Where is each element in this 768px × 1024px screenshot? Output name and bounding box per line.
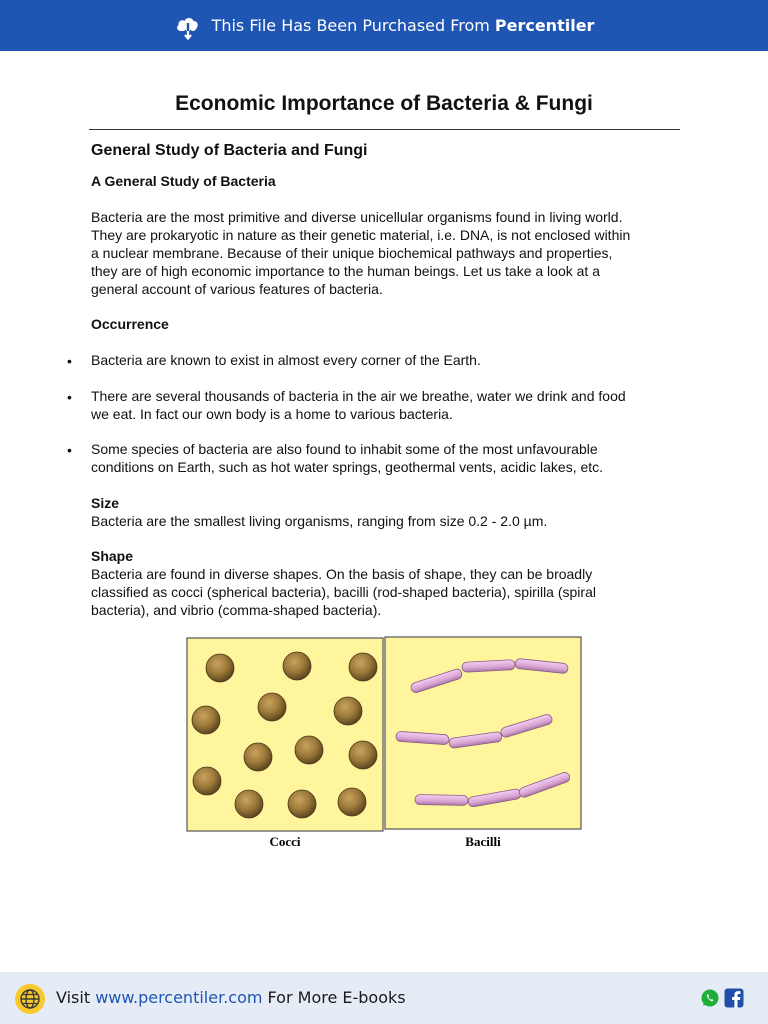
- coccus-cell: [349, 653, 377, 681]
- coccus-cell: [338, 788, 366, 816]
- cocci-label: Cocci: [269, 834, 301, 849]
- bullet-dot: •: [67, 353, 72, 369]
- coccus-cell: [334, 697, 362, 725]
- bullet-line: There are several thousands of bacteria in the air we breathe, water we drink and food: [91, 388, 626, 404]
- shape-line: classified as cocci (spherical bacteria), bacilli (rod-shaped bacteria), spirilla (spiral: [91, 584, 596, 600]
- bullet-line: we eat. In fact our own body is a home to various bacteria.: [91, 406, 453, 422]
- bullet-dot: •: [67, 389, 72, 405]
- coccus-cell: [288, 790, 316, 818]
- occurrence-bullet: [91, 351, 681, 369]
- document-title: Economic Importance of Bacteria & Fungi: [175, 92, 593, 115]
- coccus-cell: [258, 693, 286, 721]
- coccus-cell: [235, 790, 263, 818]
- banner-text: This File Has Been Purchased From: [211, 16, 490, 35]
- occurrence-bullet: [91, 440, 681, 476]
- intro-line: they are of high economic importance to the human beings. Let us take a look at a: [91, 263, 600, 279]
- shape-line: bacteria), and vibrio (comma-shaped bacteria).: [91, 602, 382, 618]
- coccus-cell: [193, 767, 221, 795]
- shape-line: Bacteria are found in diverse shapes. On the basis of shape, they can be broadly: [91, 566, 593, 582]
- footer-visit-suffix: For More E-books: [267, 988, 406, 1007]
- footer-visit-prefix: Visit: [56, 988, 91, 1007]
- banner-brand[interactable]: Percentiler: [494, 16, 595, 35]
- coccus-cell: [244, 743, 272, 771]
- bullet-line: conditions on Earth, such as hot water springs, geothermal vents, acidic lakes, etc.: [91, 459, 604, 475]
- footer-link[interactable]: www.percentiler.com: [95, 988, 263, 1007]
- occurrence-heading: Occurrence: [91, 316, 169, 332]
- intro-line: a nuclear membrane. Because of their unique biochemical pathways and properties,: [91, 245, 613, 261]
- bacilli-label: Bacilli: [465, 834, 501, 849]
- subsection-heading: A General Study of Bacteria: [91, 173, 276, 189]
- bullet-line: Some species of bacteria are also found to inhabit some of the most unfavourable: [91, 441, 598, 457]
- bacillus-cell: [415, 795, 468, 806]
- intro-line: Bacteria are the most primitive and diverse unicellular organisms found in living world.: [91, 209, 623, 225]
- shape-paragraph: [91, 565, 681, 619]
- occurrence-bullet: [91, 387, 681, 423]
- globe-icon: [14, 983, 46, 1015]
- bullet-line: Bacteria are known to exist in almost every corner of the Earth.: [91, 352, 481, 368]
- bullet-dot: •: [67, 442, 72, 458]
- facebook-icon[interactable]: [724, 988, 744, 1008]
- shape-heading: Shape: [91, 548, 134, 564]
- coccus-cell: [283, 652, 311, 680]
- section-heading: General Study of Bacteria and Fungi: [91, 142, 368, 159]
- coccus-cell: [349, 741, 377, 769]
- size-text: Bacteria are the smallest living organisms, ranging from size 0.2 - 2.0 µm.: [91, 513, 548, 529]
- bacteria-shapes-figure: [186, 636, 582, 852]
- title-divider: [89, 129, 680, 130]
- intro-paragraph: [91, 208, 681, 298]
- size-heading: Size: [91, 495, 120, 511]
- cloud-download-icon: [174, 12, 202, 40]
- coccus-cell: [295, 736, 323, 764]
- coccus-cell: [206, 654, 234, 682]
- whatsapp-icon[interactable]: [700, 988, 720, 1008]
- coccus-cell: [192, 706, 220, 734]
- purchase-banner: [0, 0, 768, 51]
- intro-line: general account of various features of bacteria.: [91, 281, 383, 297]
- footer-visit-text: [56, 988, 406, 1007]
- footer-bar: [0, 972, 768, 1024]
- intro-line: They are prokaryotic in nature as their genetic material, i.e. DNA, is not enclosed within: [91, 227, 631, 243]
